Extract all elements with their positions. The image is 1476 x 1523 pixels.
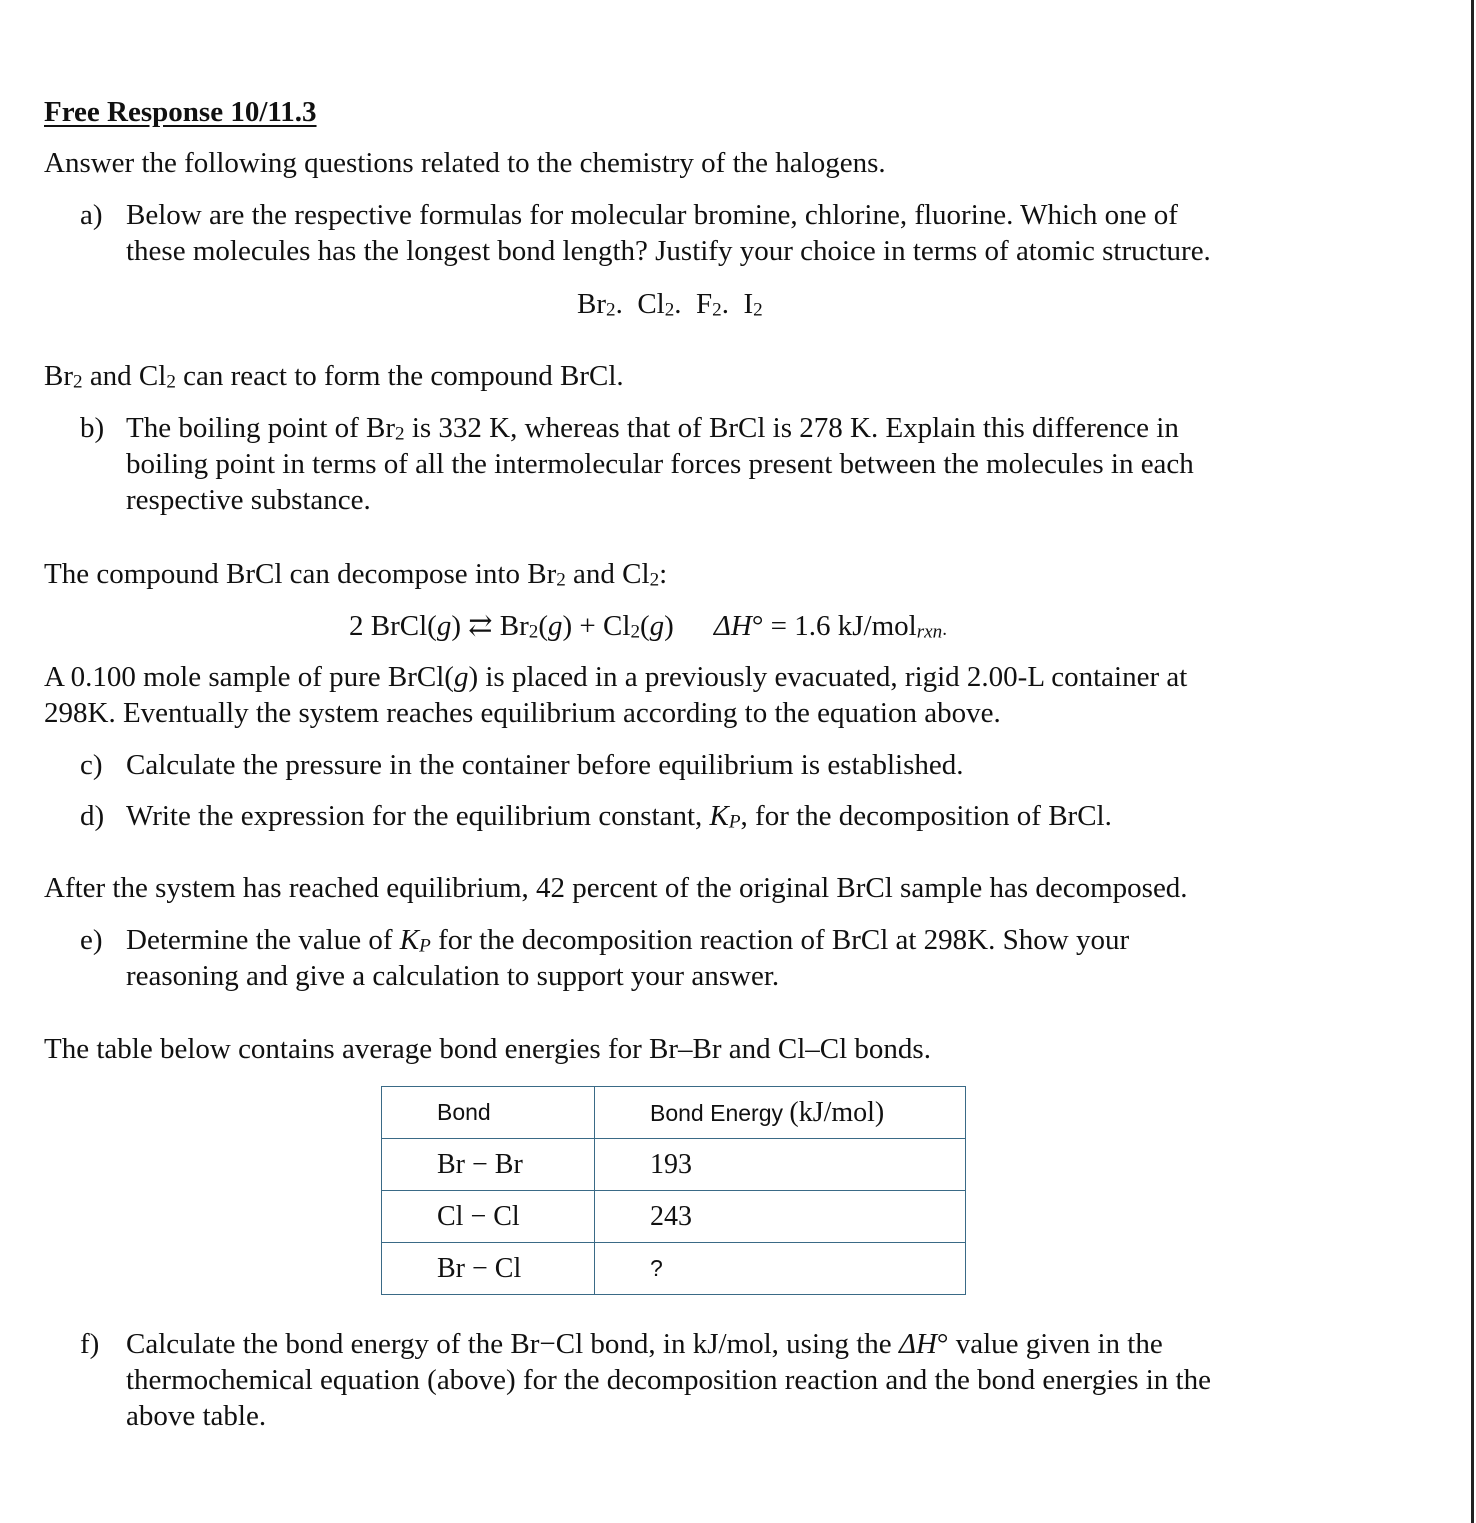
question-b-line1: The boiling point of $Br_2$ is 332 K, whereas that of BrCl is 278 K. Explain this difference in — [126, 412, 1179, 445]
table-cell-bond: Br − Br — [382, 1139, 595, 1191]
question-e-line2: reasoning and give a calculation to support your answer. — [126, 960, 780, 992]
page-right-border — [1471, 0, 1474, 1523]
question-c-text: Calculate the pressure in the container before equilibrium is established. — [126, 749, 964, 781]
statement-decomposition: The compound BrCl can decompose into $Br_2$ and $Cl_2$: — [44, 558, 668, 591]
statement-table-intro: The table below contains average bond energies for Br–Br and Cl–Cl bonds. — [44, 1033, 931, 1065]
table-cell-energy: ? — [595, 1243, 966, 1295]
question-a-text — [126, 197, 1386, 269]
table-row — [382, 1139, 966, 1191]
question-c-label: c) — [80, 749, 103, 781]
chemical-equation: 2 BrCl(g) ⇄ $Br_2(g) + Cl_2(g) \Delta H^\circ = 1.6$ kJ/mol$_{rxn}$. — [349, 610, 948, 643]
table-cell-energy: 243 — [595, 1191, 966, 1243]
intro-text: Answer the following questions related to the chemistry of the halogens. — [44, 147, 886, 179]
question-a-line2: these molecules has the longest bond length? Justify your choice in terms of atomic structure. — [126, 235, 1211, 267]
table-header-energy: Bond Energy (kJ/mol) — [595, 1087, 966, 1139]
question-f-line3: above table. — [126, 1400, 267, 1432]
question-e-line1: Determine the value of $K_P$ for the decomposition reaction of BrCl at 298K. Show your — [126, 924, 1130, 957]
bond-energy-table — [381, 1086, 966, 1295]
question-f-label: f) — [80, 1328, 100, 1360]
table-cell-bond: Cl − Cl — [382, 1191, 595, 1243]
statement-sample — [44, 659, 1344, 731]
statement-brcl-formation: $Br_2$ and $Cl_2$ can react to form the compound BrCl. — [44, 360, 624, 393]
page-title: Free Response 10/11.3 — [44, 96, 317, 128]
question-b-line2: boiling point in terms of all the intermolecular forces present between the molecules in each — [126, 448, 1194, 480]
table-header-bond: Bond — [382, 1087, 595, 1139]
question-b-text — [126, 410, 1386, 518]
question-a-line1: Below are the respective formulas for molecular bromine, chlorine, fluorine. Which one of — [126, 199, 1178, 231]
statement-sample-line2: 298K. Eventually the system reaches equilibrium according to the equation above. — [44, 697, 1001, 729]
halogen-formulas: $Br_2$. $Cl_2$. $F_2$. $I_2$ — [577, 288, 763, 321]
question-e-text — [126, 922, 1326, 994]
statement-equilibrium: After the system has reached equilibrium, 42 percent of the original BrCl sample has decomposed. — [44, 872, 1188, 904]
question-d-label: d) — [80, 800, 105, 832]
table-cell-bond: Br − Cl — [382, 1243, 595, 1295]
statement-sample-line1: A 0.100 mole sample of pure BrCl(g) is placed in a previously evacuated, rigid 2.00-L container at — [44, 661, 1188, 693]
table-row — [382, 1243, 966, 1295]
question-b-line3: respective substance. — [126, 484, 371, 516]
question-b-label: b) — [80, 412, 105, 444]
question-f-line2: thermochemical equation (above) for the decomposition reaction and the bond energies in the — [126, 1364, 1211, 1396]
question-f-line1: Calculate the bond energy of the Br−Cl bond, in kJ/mol, using the ΔH° value given in the — [126, 1328, 1163, 1360]
table-row — [382, 1191, 966, 1243]
question-f-text — [126, 1326, 1386, 1434]
question-e-label: e) — [80, 924, 103, 956]
table-cell-energy: 193 — [595, 1139, 966, 1191]
table-header-row — [382, 1087, 966, 1139]
question-d-text: Write the expression for the equilibrium constant, $K_P$, for the decomposition of BrCl. — [126, 800, 1112, 833]
question-a-label: a) — [80, 199, 103, 231]
